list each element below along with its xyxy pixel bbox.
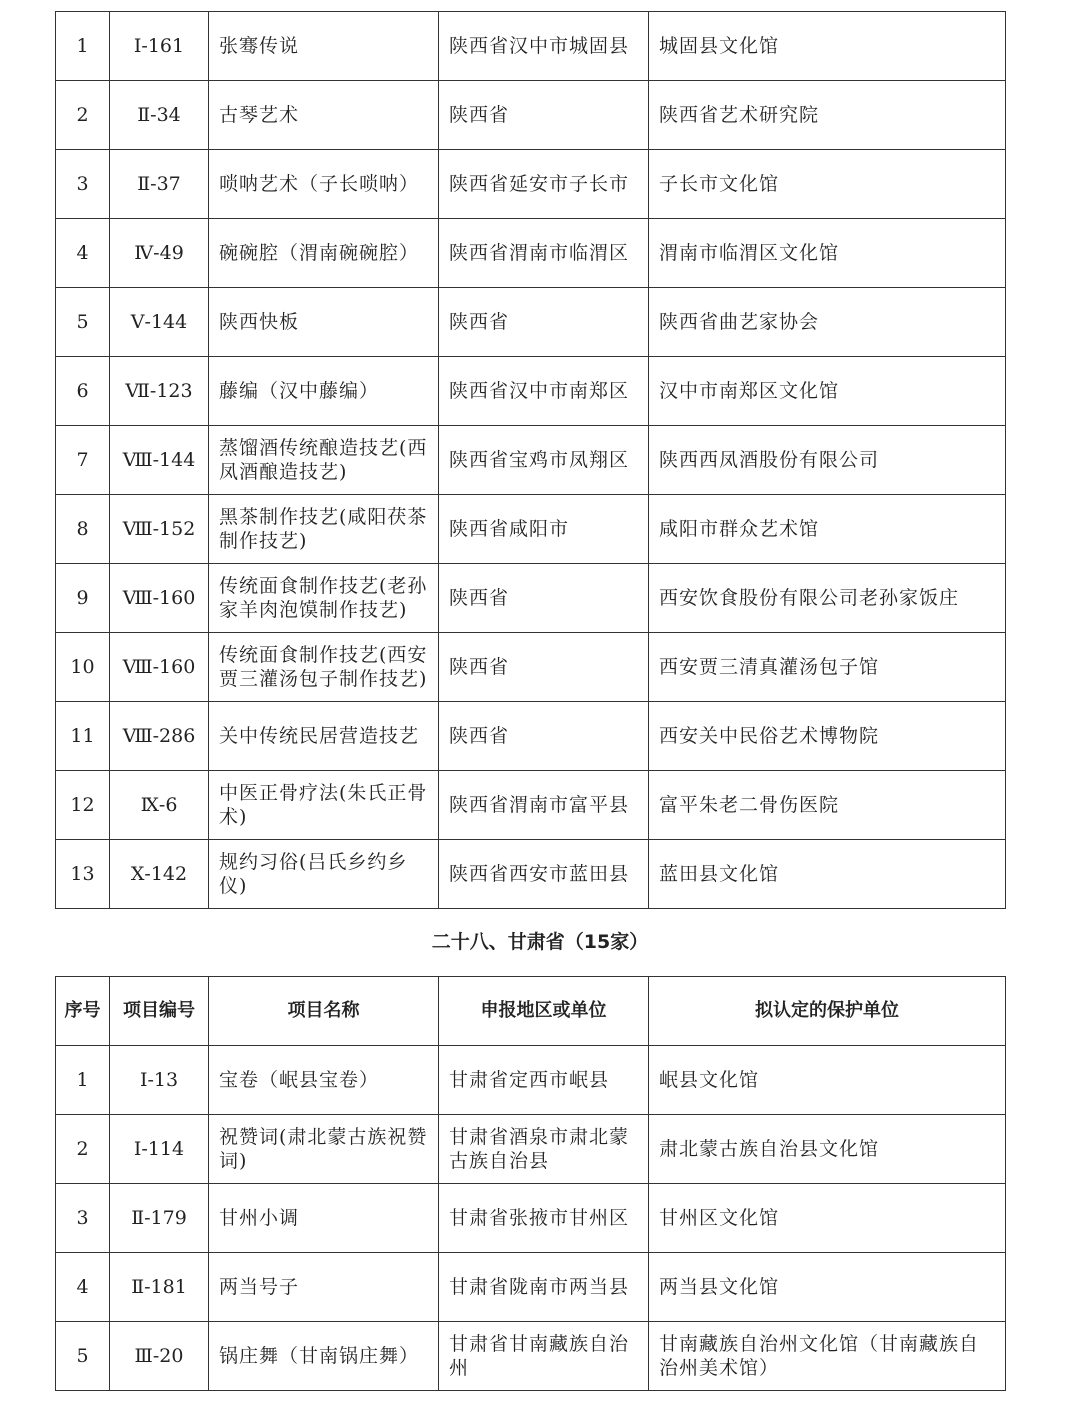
table-row xyxy=(56,426,1006,495)
cell-region: 陕西省宝鸡市凤翔区 xyxy=(439,426,649,495)
cell-project-name: 关中传统民居营造技艺 xyxy=(209,702,439,771)
cell-region: 陕西省汉中市城固县 xyxy=(439,12,649,81)
shaanxi-projects-table xyxy=(55,11,1006,909)
cell-protection-unit: 城固县文化馆 xyxy=(649,12,1006,81)
cell-project-code: Ⅲ-20 xyxy=(110,1322,209,1391)
cell-protection-unit: 陕西西凤酒股份有限公司 xyxy=(649,426,1006,495)
table-row xyxy=(56,357,1006,426)
cell-project-name: 祝赞词(肃北蒙古族祝赞词) xyxy=(209,1115,439,1184)
cell-project-name: 陕西快板 xyxy=(209,288,439,357)
table-row xyxy=(56,150,1006,219)
cell-protection-unit: 富平朱老二骨伤医院 xyxy=(649,771,1006,840)
cell-project-name: 张骞传说 xyxy=(209,12,439,81)
cell-region: 陕西省咸阳市 xyxy=(439,495,649,564)
cell-protection-unit: 两当县文化馆 xyxy=(649,1253,1006,1322)
cell-project-name: 传统面食制作技艺(西安贾三灌汤包子制作技艺) xyxy=(209,633,439,702)
cell-protection-unit: 子长市文化馆 xyxy=(649,150,1006,219)
table-row xyxy=(56,1184,1006,1253)
cell-region: 陕西省西安市蓝田县 xyxy=(439,840,649,909)
cell-project-code: Ⅷ-160 xyxy=(110,564,209,633)
gansu-table-header xyxy=(56,977,1006,1046)
cell-protection-unit: 肃北蒙古族自治县文化馆 xyxy=(649,1115,1006,1184)
cell-protection-unit: 咸阳市群众艺术馆 xyxy=(649,495,1006,564)
table-row xyxy=(56,288,1006,357)
table-row xyxy=(56,840,1006,909)
table-row xyxy=(56,495,1006,564)
cell-project-name: 传统面食制作技艺(老孙家羊肉泡馍制作技艺) xyxy=(209,564,439,633)
cell-project-name: 黑茶制作技艺(咸阳茯茶制作技艺) xyxy=(209,495,439,564)
cell-index: 3 xyxy=(56,150,110,219)
cell-region: 陕西省汉中市南郑区 xyxy=(439,357,649,426)
cell-project-name: 甘州小调 xyxy=(209,1184,439,1253)
gansu-table-body xyxy=(56,1046,1006,1391)
cell-protection-unit: 甘南藏族自治州文化馆（甘南藏族自治州美术馆） xyxy=(649,1322,1006,1391)
cell-project-code: Ⅱ-179 xyxy=(110,1184,209,1253)
header-index: 序号 xyxy=(56,977,110,1046)
cell-project-name: 碗碗腔（渭南碗碗腔） xyxy=(209,219,439,288)
cell-project-name: 两当号子 xyxy=(209,1253,439,1322)
cell-project-code: Ⅰ-13 xyxy=(110,1046,209,1115)
cell-protection-unit: 甘州区文化馆 xyxy=(649,1184,1006,1253)
cell-region: 甘肃省酒泉市肃北蒙古族自治县 xyxy=(439,1115,649,1184)
cell-protection-unit: 西安关中民俗艺术博物院 xyxy=(649,702,1006,771)
gansu-projects-table xyxy=(55,976,1006,1391)
cell-region: 陕西省渭南市富平县 xyxy=(439,771,649,840)
table-row xyxy=(56,1115,1006,1184)
table-row xyxy=(56,702,1006,771)
cell-project-code: Ⅸ-6 xyxy=(110,771,209,840)
cell-region: 陕西省渭南市临渭区 xyxy=(439,219,649,288)
cell-index: 4 xyxy=(56,1253,110,1322)
table-row xyxy=(56,1322,1006,1391)
cell-index: 7 xyxy=(56,426,110,495)
cell-index: 1 xyxy=(56,1046,110,1115)
section-title-gansu: 二十八、甘肃省（15家） xyxy=(431,931,649,953)
cell-index: 5 xyxy=(56,1322,110,1391)
table-row xyxy=(56,1046,1006,1115)
cell-index: 4 xyxy=(56,219,110,288)
header-protection-unit: 拟认定的保护单位 xyxy=(649,977,1006,1046)
header-project-name: 项目名称 xyxy=(209,977,439,1046)
cell-region: 陕西省 xyxy=(439,81,649,150)
cell-region: 陕西省 xyxy=(439,288,649,357)
cell-project-name: 蒸馏酒传统酿造技艺(西凤酒酿造技艺) xyxy=(209,426,439,495)
cell-region: 陕西省 xyxy=(439,564,649,633)
cell-project-code: Ⅱ-181 xyxy=(110,1253,209,1322)
cell-index: 2 xyxy=(56,81,110,150)
cell-project-code: Ⅱ-37 xyxy=(110,150,209,219)
cell-index: 3 xyxy=(56,1184,110,1253)
shaanxi-table-body xyxy=(56,12,1006,909)
table-row xyxy=(56,564,1006,633)
cell-protection-unit: 陕西省艺术研究院 xyxy=(649,81,1006,150)
cell-protection-unit: 蓝田县文化馆 xyxy=(649,840,1006,909)
table-row xyxy=(56,81,1006,150)
header-project-code: 项目编号 xyxy=(110,977,209,1046)
table-row xyxy=(56,771,1006,840)
cell-project-code: Ⅶ-123 xyxy=(110,357,209,426)
cell-project-code: Ⅷ-286 xyxy=(110,702,209,771)
cell-protection-unit: 西安贾三清真灌汤包子馆 xyxy=(649,633,1006,702)
cell-index: 6 xyxy=(56,357,110,426)
cell-protection-unit: 陕西省曲艺家协会 xyxy=(649,288,1006,357)
cell-project-name: 唢呐艺术（子长唢呐） xyxy=(209,150,439,219)
cell-region: 甘肃省陇南市两当县 xyxy=(439,1253,649,1322)
table-row xyxy=(56,633,1006,702)
cell-project-code: Ⅴ-144 xyxy=(110,288,209,357)
cell-protection-unit: 渭南市临渭区文化馆 xyxy=(649,219,1006,288)
cell-project-code: Ⅷ-144 xyxy=(110,426,209,495)
cell-project-code: Ⅰ-161 xyxy=(110,12,209,81)
table-row xyxy=(56,219,1006,288)
cell-project-name: 古琴艺术 xyxy=(209,81,439,150)
cell-project-code: Ⅷ-160 xyxy=(110,633,209,702)
cell-project-name: 规约习俗(吕氏乡约乡仪) xyxy=(209,840,439,909)
cell-protection-unit: 汉中市南郑区文化馆 xyxy=(649,357,1006,426)
cell-project-code: Ⅷ-152 xyxy=(110,495,209,564)
cell-index: 8 xyxy=(56,495,110,564)
cell-index: 5 xyxy=(56,288,110,357)
cell-region: 甘肃省甘南藏族自治州 xyxy=(439,1322,649,1391)
cell-index: 13 xyxy=(56,840,110,909)
cell-project-name: 藤编（汉中藤编） xyxy=(209,357,439,426)
cell-project-code: Ⅰ-114 xyxy=(110,1115,209,1184)
cell-index: 10 xyxy=(56,633,110,702)
cell-protection-unit: 岷县文化馆 xyxy=(649,1046,1006,1115)
header-region: 申报地区或单位 xyxy=(439,977,649,1046)
cell-region: 陕西省 xyxy=(439,633,649,702)
table-row xyxy=(56,1253,1006,1322)
cell-project-name: 锅庄舞（甘南锅庄舞） xyxy=(209,1322,439,1391)
cell-protection-unit: 西安饮食股份有限公司老孙家饭庄 xyxy=(649,564,1006,633)
cell-project-name: 宝卷（岷县宝卷） xyxy=(209,1046,439,1115)
cell-project-name: 中医正骨疗法(朱氏正骨术) xyxy=(209,771,439,840)
cell-index: 9 xyxy=(56,564,110,633)
cell-project-code: Ⅳ-49 xyxy=(110,219,209,288)
cell-index: 2 xyxy=(56,1115,110,1184)
cell-region: 陕西省延安市子长市 xyxy=(439,150,649,219)
cell-region: 甘肃省张掖市甘州区 xyxy=(439,1184,649,1253)
cell-project-code: Ⅹ-142 xyxy=(110,840,209,909)
cell-project-code: Ⅱ-34 xyxy=(110,81,209,150)
cell-index: 1 xyxy=(56,12,110,81)
cell-index: 11 xyxy=(56,702,110,771)
cell-region: 甘肃省定西市岷县 xyxy=(439,1046,649,1115)
table-row xyxy=(56,12,1006,81)
cell-region: 陕西省 xyxy=(439,702,649,771)
cell-index: 12 xyxy=(56,771,110,840)
